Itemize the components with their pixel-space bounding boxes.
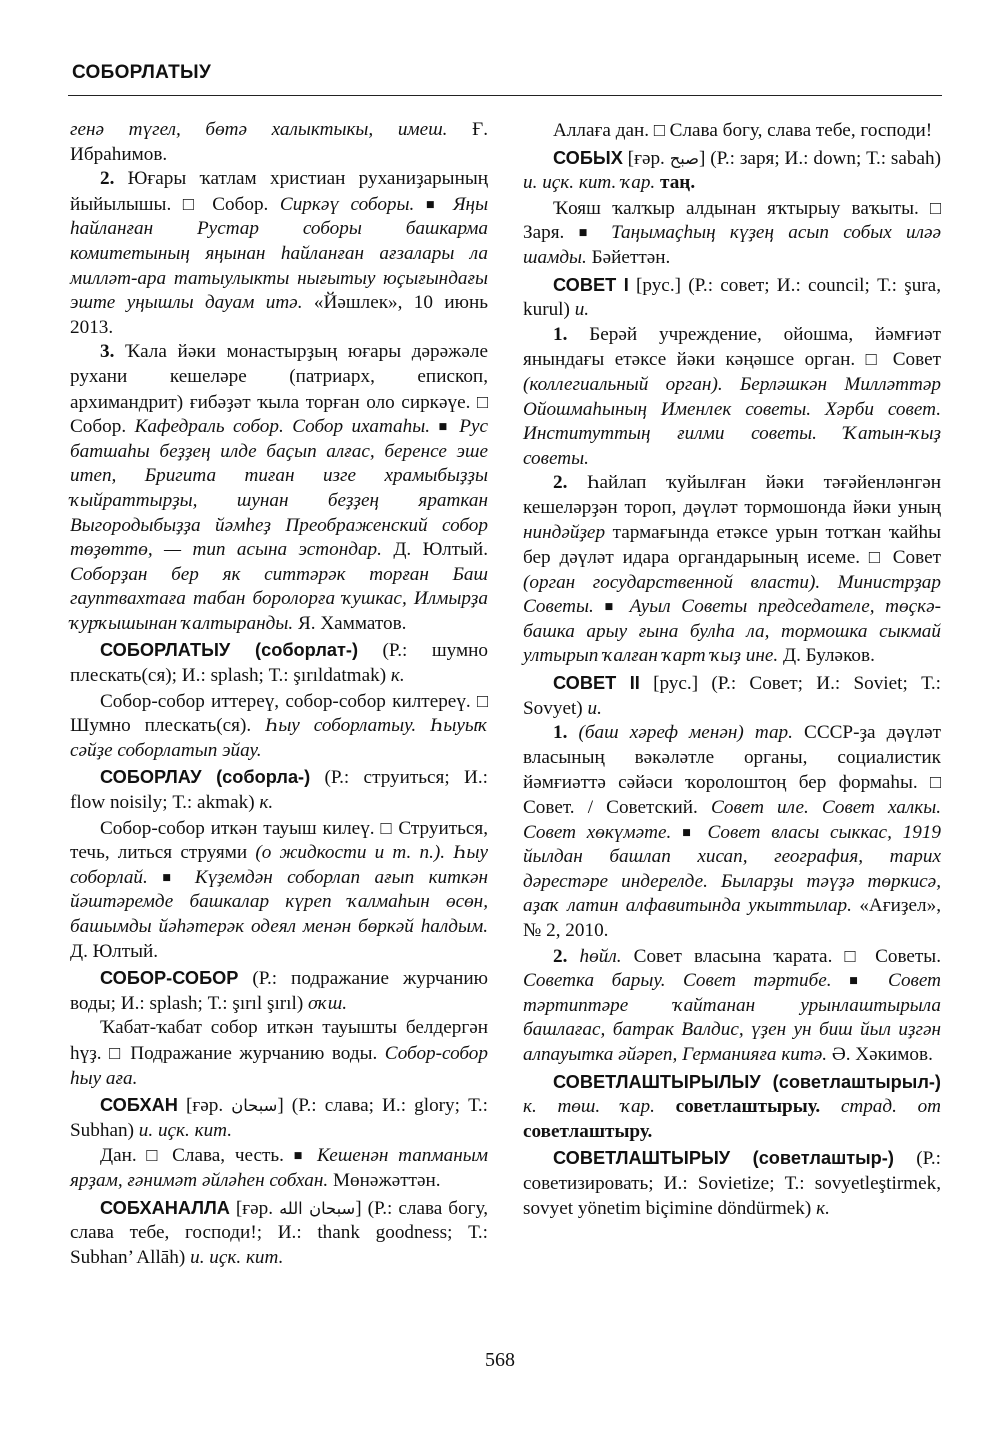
right-column [523, 118, 941, 1221]
dictionary-paragraph: Аллаға дан. □ Слава богу, слава тебе, господи! [553, 120, 933, 141]
dictionary-paragraph: СОБЫХ [ғәр. صبح] (Р.: заря; И.: down; Т.: sabah) и. иҫк. кит. ҡар. таң. [523, 147, 941, 194]
dictionary-paragraph: 1. Берәй учреждение, ойошма, йәмғиәт янындағы етәксе йәки кәңәшсе орган. □ Совет (коллегиальный орган). Берләшкән Милләттәр Ойошмаһының Именлек советы. Хәрби совет. Институттың ғилми советы. Ҡатын-ҡыҙ советы. [523, 323, 941, 469]
running-head: СОБОРЛАТЫУ [72, 62, 212, 83]
dictionary-paragraph: Собор-собор иттереү, собор-собор килтереү. □ Шумно плескать(ся). Һыу соборлатыу. Һыуыҡ сәйҙе соборлатып эйау. [70, 690, 488, 761]
dictionary-paragraph: Дан. □ Слава, честь. ■ Кешенән тапманым ярҙам, ғәнимәт әйләһен собхан. Мөнәжәттән. [70, 1145, 488, 1191]
dictionary-paragraph: Собор-собор иткән тауыш килеү. □ Струиться, течь, литься струями (о жидкости и т. п.). Һыу соборлай. ■ Күҙемдән соборлап ағып киткән йәштәремде башкалар күреп ҡалмаһын өсөн, башымды йәһәтерәк одеял менән бөркәй һалдым. Д. Юлтый. [70, 817, 489, 962]
dictionary-paragraph: Ҡабат-ҡабат собор иткән тауышты белдергән һүҙ. □ Подражание журчанию воды. Собор-собор һыу аға. [70, 1017, 488, 1089]
dictionary-paragraph: 2. һөйл. Совет власына ҡарата. □ Советы. Советка барыу. Совет тәртибе. ■ Совет тәртиптәре ҡайтанан урынлаштырыла башлағас, батрак Валдис, үҙен ун биш йыл иҙгән алпауытка әйәреп, Германияға китә. Ә. Хәкимов. [523, 945, 941, 1065]
dictionary-paragraph: Ҡояш ҡалҡыр алдынан яҡтырыу ваҡыты. □ Заря. ■ Таңымаҫһың күҙең асып собых иләә шамды. Бәйеттән. [523, 197, 941, 268]
dictionary-paragraph: 1. (баш хәреф менән) тар. СССР-ҙа дәүләт власының вәкәләтле органы, социалистик йәмғиәттә сәйәси ҡоролоштоң бер формаһы. □ Совет. / Советский. Совет иле. Совет халкы. Совет хөкүмәте. ■ Совет власы сыккас, 1919 йылдан башлап хисап, география, тарих дәрестәре индерелде. Быларҙы тәүҙә төркисә, аҙаҡ латин алфавитында укыттылар. «Ағиҙел», № 2, 2010. [523, 722, 942, 941]
dictionary-paragraph: СОБХАНАЛЛА [ғәр. سبحان الله] (Р.: слава богу, слава тебе, господи!; И.: thank goodness; Т.: Subhan’ Allāh) и. иҫк. кит. [70, 1197, 489, 1268]
dictionary-paragraph: 3. Ҡала йәки монастырҙың юғары дәрәжәле рухани кешеләре (патриарх, епископ, архимандрит) ғибәҙәт ҡыла торған оло сиркәүе. □ Собор. Кафедраль собор. Собор ихатаһы. ■ Рус батшаһы беҙҙең илде баҫып алғас, беренсе эше итеп, Бригита тиған изге храмыбыҙҙы ҡыйраттырҙы, шунан беҙҙең яраткан Выгородыбыҙҙа йәмһеҙ Преображенский собор төҙөттө, — тип асына эстондар. Д. Юлтый. Соборҙан бер як ситтәрәк торған Баш гауптвахтаға табан боролорға ҡушкас, Илмырҙа ҡурҡышынан ҡалтыранды. Я. Хамматов. [70, 341, 488, 634]
dictionary-paragraph: СОБОРЛАТЫУ (соборлат-) (Р.: шумно плескать(ся); И.: splash; Т.: şırıldatmak) к. [70, 640, 488, 687]
dictionary-paragraph: СОБОР-СОБОР (Р.: подражание журчанию воды; И.: splash; Т.: şırıl şırıl) оҡш. [70, 968, 488, 1014]
page-number: 568 [485, 1349, 515, 1371]
dictionary-paragraph: СОВЕТ II [рус.] (Р.: Совет; И.: Soviet; Т.: Sovyet) и. [523, 673, 941, 719]
header-rule [68, 95, 942, 96]
dictionary-paragraph: СОВЕТЛАШТЫРЫЛЫУ (советлаштырыл-) к. төш. ҡар. советлаштырыу. страд. от советлаштыру. [523, 1071, 942, 1142]
dictionary-paragraph: 2. Һайлап ҡуйылған йәки тәғәйенләнгән кешеләрҙән тороп, дәүләт тормошонда йәки уның ниндәйҙер тармағында етәксе урын тотҡан ҡайһы бер дәүләт идара органдарының исеме. □ Совет (орган государственной власти). Министрҙар Советы. ■ Ауыл Советы председателе, төҫкә-башка арыу ғына булһа ла, тормошка сыкмай ултырып ҡалған ҡарт ҡыҙ ине. Д. Буләков. [523, 472, 942, 667]
dictionary-paragraph: СОБХАН [ғәр. سبحان] (Р.: слава; И.: glory; Т.: Subhan) и. иҫк. кит. [70, 1095, 488, 1141]
dictionary-paragraph: СОВЕТ I [рус.] (Р.: совет; И.: council; Т.: şura, kurul) и. [523, 274, 941, 321]
dictionary-paragraph: СОБОРЛАУ (соборла-) (Р.: струиться; И.: flow noisily; Т.: akmak) к. [70, 767, 488, 814]
left-column [70, 118, 488, 1270]
dictionary-paragraph: СОВЕТЛАШТЫРЫУ (советлаштыр-) (Р.: советизировать; И.: Sovietize; Т.: sovyetleştirmek, sovyet yönetim biçimine döndürmek) к. [523, 1148, 941, 1219]
dictionary-paragraph: генә түгел, бөтә халыктыкы, имеш. Ғ. Ибраһимов. [70, 119, 488, 165]
dictionary-paragraph: 2. Юғары ҡатлам христиан руханиҙарының йыйылышы. □ Собор. Сиркәү соборы. ■ Яңы һайланған Рустар соборы башкарма комитетының яңынан һайланған ағзалары ла милләт-ара татыулыкты нығытыу юҫығындағы эште уңышлы дауам итә. «Йәшлек», 10 июнь 2013. [70, 168, 489, 338]
